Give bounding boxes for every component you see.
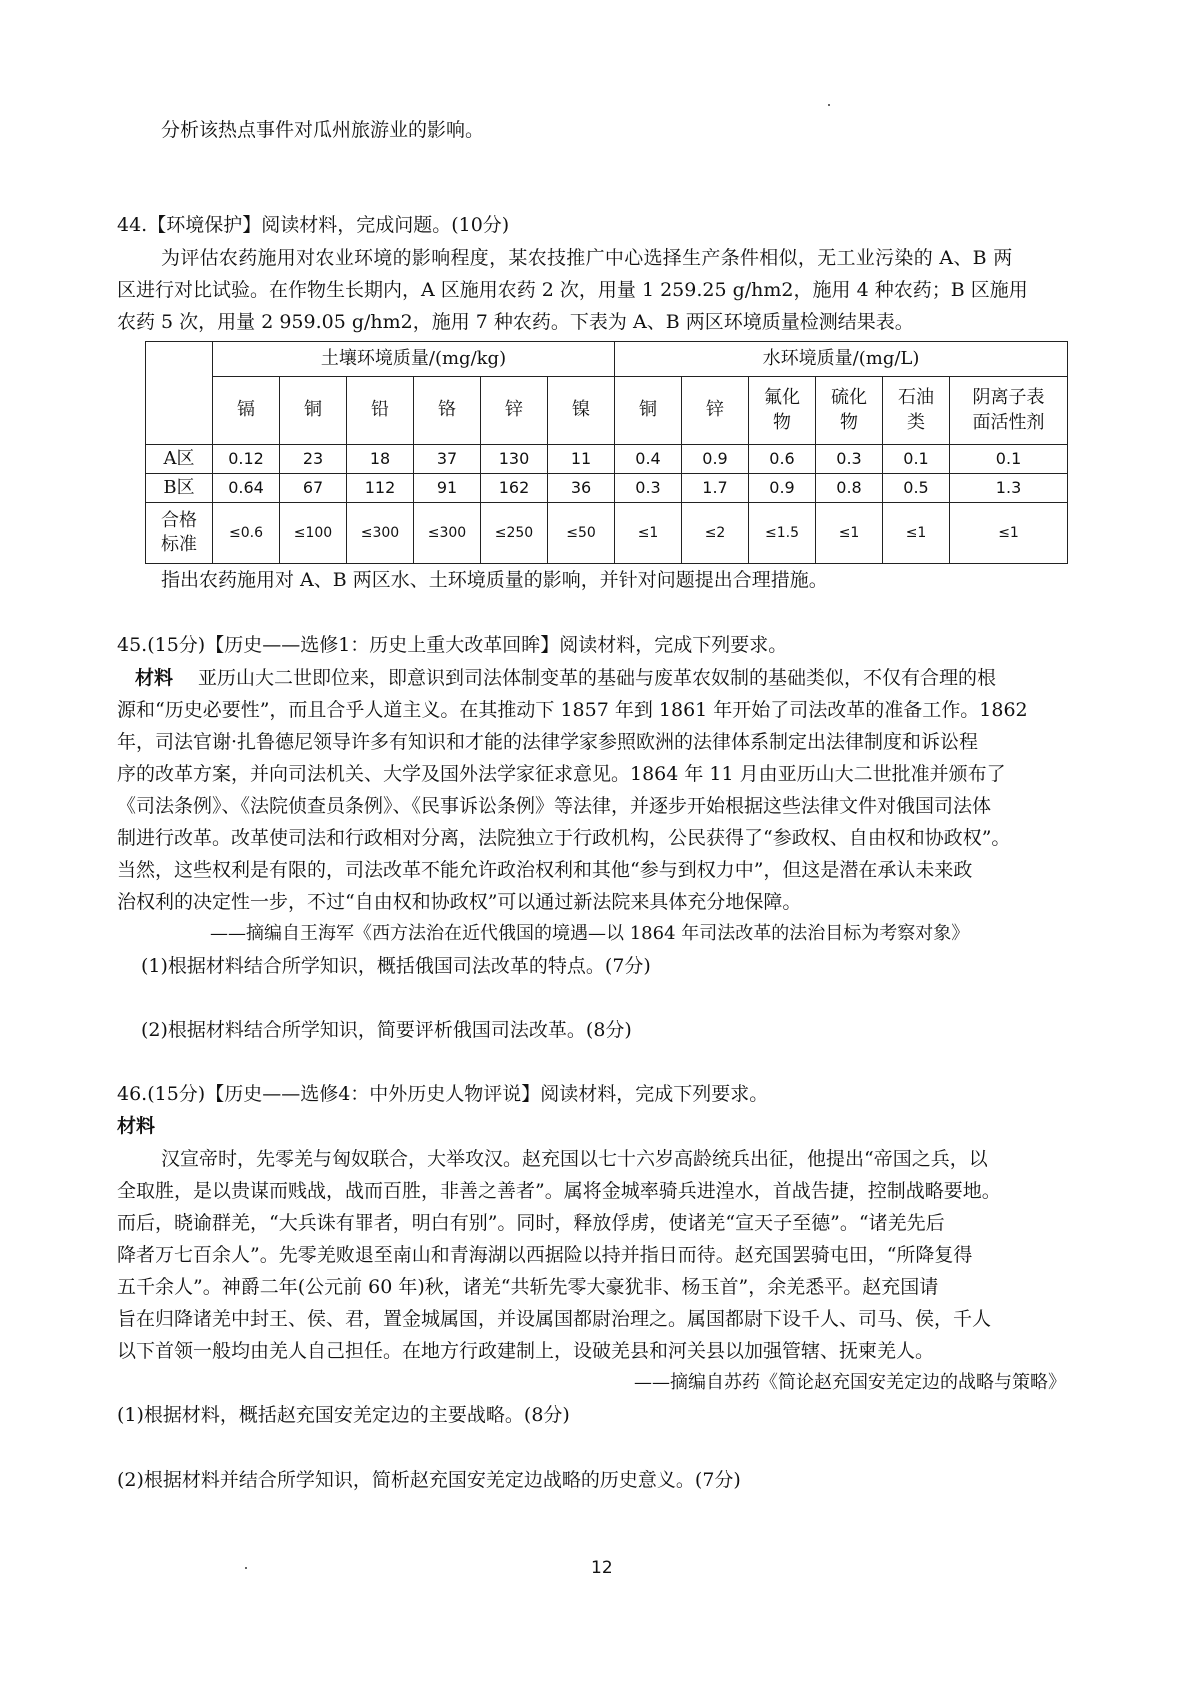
- q45-para-line: 治权利的决定性一步，不过“自由权和协政权”可以通过新法院来具体充分地保障。: [117, 891, 802, 913]
- header-text: 类: [907, 411, 926, 433]
- q46-material-label: 材料: [117, 1115, 156, 1137]
- table-cell: 0.1: [883, 445, 950, 474]
- table-cell: ≤250: [481, 503, 548, 564]
- soil-col-copper: 铜: [280, 377, 347, 445]
- table-cell: 0.3: [816, 445, 883, 474]
- table-cell: 0.64: [213, 474, 280, 503]
- q46-para-line: 以下首领一般均由羌人自己担任。在地方行政建制上，设破羌县和河关县以加强管辖、抚柬羌人。: [117, 1340, 935, 1362]
- row-label-text: 合格: [161, 509, 197, 531]
- table-cell: 0.3: [615, 474, 682, 503]
- soil-group-header: 土壤环境质量/(mg/kg): [213, 342, 615, 377]
- table-row-standard: [146, 503, 1068, 564]
- table-cell: ≤1: [615, 503, 682, 564]
- water-col-surfactant: [950, 377, 1068, 445]
- table-cell: ≤50: [548, 503, 615, 564]
- q44-para-line: 农药 5 次，用量 2 959.05 g/hm2，施用 7 种农药。下表为 A、B 两区环境质量检测结果表。: [117, 311, 914, 333]
- header-text: 阴离子表: [972, 387, 1045, 409]
- page-number: 12: [591, 1558, 613, 1578]
- q45-para-line: 序的改革方案，并向司法机关、大学及国外法学家征求意见。1864 年 11 月由亚历山大二世批准并颁布了: [117, 763, 1006, 785]
- header-text: 铜: [639, 399, 658, 421]
- table-cell: 0.4: [615, 445, 682, 474]
- q45-para-line: 制进行改革。改革使司法和行政相对分离，法院独立于行政机构，公民获得了“参政权、自由权和协政权”。: [117, 827, 1011, 849]
- q44-para-line: 为评估农药施用对农业环境的影响程度，某农技推广中心选择生产条件相似，无工业污染的 A、B 两: [161, 247, 1013, 269]
- header-text: 锌: [706, 399, 725, 421]
- table-cell: 11: [548, 445, 615, 474]
- q44-question: 指出农药施用对 A、B 两区水、土环境质量的影响，并针对问题提出合理措施。: [161, 569, 828, 591]
- q46-para-line: 旨在归降诸羌中封王、侯、君，置金城属国，并设属国都尉治理之。属国都尉下设千人、司马、侯，千人: [117, 1308, 992, 1330]
- table-cell: 23: [280, 445, 347, 474]
- table-cell: ≤300: [347, 503, 414, 564]
- table-cell: 18: [347, 445, 414, 474]
- water-group-header: 水环境质量/(mg/L): [615, 342, 1068, 377]
- q44-para-line: 区进行对比试验。在作物生长期内，A 区施用农药 2 次，用量 1 259.25 g/hm2，施用 4 种农药；B 区施用: [117, 279, 1028, 301]
- row-label: B区: [146, 474, 213, 503]
- table-cell: ≤1: [816, 503, 883, 564]
- header-text: 硫化: [831, 387, 868, 409]
- q46-para-line: 汉宣帝时，先零羌与匈奴联合，大举攻汉。赵充国以七十六岁高龄统兵出征，他提出“帝国之兵，以: [161, 1148, 988, 1170]
- table-cell: ≤0.6: [213, 503, 280, 564]
- q43-question-tail: 分析该热点事件对瓜州旅游业的影响。: [161, 119, 485, 141]
- water-col-fluoride: [749, 377, 816, 445]
- soil-col-cadmium: 镉: [213, 377, 280, 445]
- q46-para-line: 全取胜，是以贵谋而贱战，战而百胜，非善之善者”。属将金城率骑兵进湟水，首战告捷，控制战略要地。: [117, 1180, 1001, 1202]
- table-cell: 36: [548, 474, 615, 503]
- table-cell: 0.9: [682, 445, 749, 474]
- table-cell: 37: [414, 445, 481, 474]
- table-cell: ≤1: [883, 503, 950, 564]
- table-cell: ≤1.5: [749, 503, 816, 564]
- q45-para-line: 亚历山大二世即位来，即意识到司法体制变革的基础与废革农奴制的基础类似，不仅有合理的根: [198, 667, 997, 689]
- header-text: 物: [840, 411, 859, 433]
- row-label: [146, 503, 213, 564]
- header-text: 物: [773, 411, 792, 433]
- table-cell: 0.6: [749, 445, 816, 474]
- table-cell: ≤1: [950, 503, 1068, 564]
- table-corner-cell: [146, 342, 213, 445]
- q45-para-line: 源和“历史必要性”，而且合乎人道主义。在其推动下 1857 年到 1861 年开始了司法改革的准备工作。1862: [117, 699, 1028, 721]
- q44-title: 44.【环境保护】阅读材料，完成问题。(10分): [117, 214, 510, 236]
- water-col-zinc: [682, 377, 749, 445]
- water-col-petroleum: [883, 377, 950, 445]
- water-col-copper: [615, 377, 682, 445]
- table-row-a: [146, 445, 1068, 474]
- q45-material-label: 材料: [135, 667, 174, 689]
- soil-col-nickel: 镍: [548, 377, 615, 445]
- table-cell: 0.9: [749, 474, 816, 503]
- table-cell: 130: [481, 445, 548, 474]
- table-cell: 0.8: [816, 474, 883, 503]
- table-row-b: [146, 474, 1068, 503]
- table-cell: 1.7: [682, 474, 749, 503]
- q45-subquestion-2: (2)根据材料结合所学知识，简要评析俄国司法改革。(8分): [141, 1019, 632, 1041]
- q45-para-line: 当然，这些权利是有限的，司法改革不能允许政治权利和其他“参与到权力中”，但这是潜在承认未来政: [117, 859, 973, 881]
- q46-para-line: 而后，晓谕群羌，“大兵诛有罪者，明白有别”。同时，释放俘虏，使诸羌“宣天子至德”。“诸羌先后: [117, 1212, 945, 1234]
- q46-source: ——摘编自苏药《简论赵充国安羌定边的战略与策略》: [634, 1372, 1066, 1393]
- q45-para-line: 《司法条例》、《法院侦查员条例》、《民事诉讼条例》等法律，并逐步开始根据这些法律文件对俄国司法体: [117, 795, 992, 817]
- table-cell: 0.1: [950, 445, 1068, 474]
- q46-para-line: 五千余人”。神爵二年(公元前 60 年)秋，诸羌“共斩先零大豪犹非、杨玉首”，余羌悉平。赵充国请: [117, 1276, 939, 1298]
- q46-para-line: 降者万七百余人”。先零羌败退至南山和青海湖以西据险以持并指日而待。赵充国罢骑屯田，“所降复得: [117, 1244, 973, 1266]
- q45-title: 45.(15分)【历史——选修1：历史上重大改革回眸】阅读材料，完成下列要求。: [117, 634, 788, 656]
- speck-top-right: [828, 104, 830, 106]
- table-cell: 0.12: [213, 445, 280, 474]
- table-cell: 112: [347, 474, 414, 503]
- header-text: 氟化: [764, 387, 801, 409]
- q46-title: 46.(15分)【历史——选修4：中外历史人物评说】阅读材料，完成下列要求。: [117, 1083, 769, 1105]
- soil-col-lead: 铅: [347, 377, 414, 445]
- table-cell: ≤300: [414, 503, 481, 564]
- environment-quality-table: [145, 341, 1068, 564]
- table-cell: 0.5: [883, 474, 950, 503]
- q46-subquestion-1: (1)根据材料，概括赵充国安羌定边的主要战略。(8分): [117, 1404, 570, 1426]
- q45-para-line: 年，司法官谢·扎鲁德尼领导许多有知识和才能的法律学家参照欧洲的法律体系制定出法律制度和诉讼程: [117, 731, 979, 753]
- row-label-text: 标准: [161, 534, 197, 555]
- row-label: A区: [146, 445, 213, 474]
- q45-source: ——摘编自王海军《西方法治在近代俄国的境遇—以 1864 年司法改革的法治目标为考察对象》: [210, 923, 970, 944]
- table-cell: 1.3: [950, 474, 1068, 503]
- q46-subquestion-2: (2)根据材料并结合所学知识，简析赵充国安羌定边战略的历史意义。(7分): [117, 1469, 741, 1491]
- soil-col-zinc: 锌: [481, 377, 548, 445]
- soil-col-chromium: 铬: [414, 377, 481, 445]
- table-cell: ≤100: [280, 503, 347, 564]
- header-text: 面活性剂: [972, 411, 1045, 433]
- table-cell: ≤2: [682, 503, 749, 564]
- water-col-sulfide: [816, 377, 883, 445]
- table-cell: 91: [414, 474, 481, 503]
- q45-subquestion-1: (1)根据材料结合所学知识，概括俄国司法改革的特点。(7分): [141, 955, 651, 977]
- table-cell: 67: [280, 474, 347, 503]
- table-cell: 162: [481, 474, 548, 503]
- speck-bottom-left: [245, 1567, 247, 1569]
- header-text: 石油: [898, 387, 935, 409]
